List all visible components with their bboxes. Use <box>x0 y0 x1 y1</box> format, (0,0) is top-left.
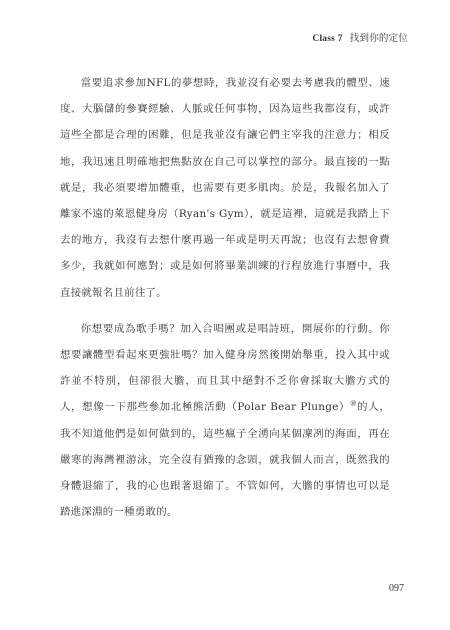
chapter-title: 找到你的定位 <box>349 33 408 44</box>
paragraph-1-text: 當要追求參加NFL的夢想時，我並沒有必要去考慮我的體型、速度、大腦儲的參賽經驗、人脈或任何事物，因為這些我都沒有，或許這些全都是合理的困難，但是我並沒有讓它們主宰我的注意力；相反地，我迅速且明確地把焦點放在自己可以掌控的部分。最直接的一點就是，我必須要增加體重，也需要有更多肌肉。於是，我報名加入了離家不遠的萊恩健身房（Ryan's Gym），就是這裡，這就是我踏上下去的地方，我沒有去想什麼再過一年或是明天再說；也沒有去想會費多少，我就如何應對；或是如何將畢業訓練的行程放進行事曆中，我直接就報名且前往了。 <box>60 77 390 299</box>
paragraph-2-text: 你想要成為歌手嗎？加入合唱團或是唱詩班，開展你的行動。你想要讓體型看起來更強壯嗎？加入健身房然後開始舉重，投入其中或許並不特別，但卻很大膽，而且其中絕對不乏你會採取大膽方式的人，想像一下那些參加北極熊活動（Polar Bear Plunge） <box>60 322 390 414</box>
paragraph-2 <box>60 316 390 526</box>
paragraph-1 <box>60 70 390 306</box>
footnote-marker: ⑩ <box>350 399 358 408</box>
page-number: 097 <box>389 583 404 594</box>
paragraph-2-text-continued: 的人，我不知道他們是如何做到的，這些瘋子全湧向某個凜冽的海面，再在嚴寒的海灣裡游泳，完全沒有猶豫的念頭，就我個人而言，既然我的身體退縮了，我的心也跟著退縮了。不管如何，大膽的事情也可以是踏進深淵的一種勇敢的。 <box>60 401 391 519</box>
chapter-label: Class 7 <box>312 34 343 44</box>
body-text <box>60 70 390 525</box>
running-head <box>312 30 408 44</box>
